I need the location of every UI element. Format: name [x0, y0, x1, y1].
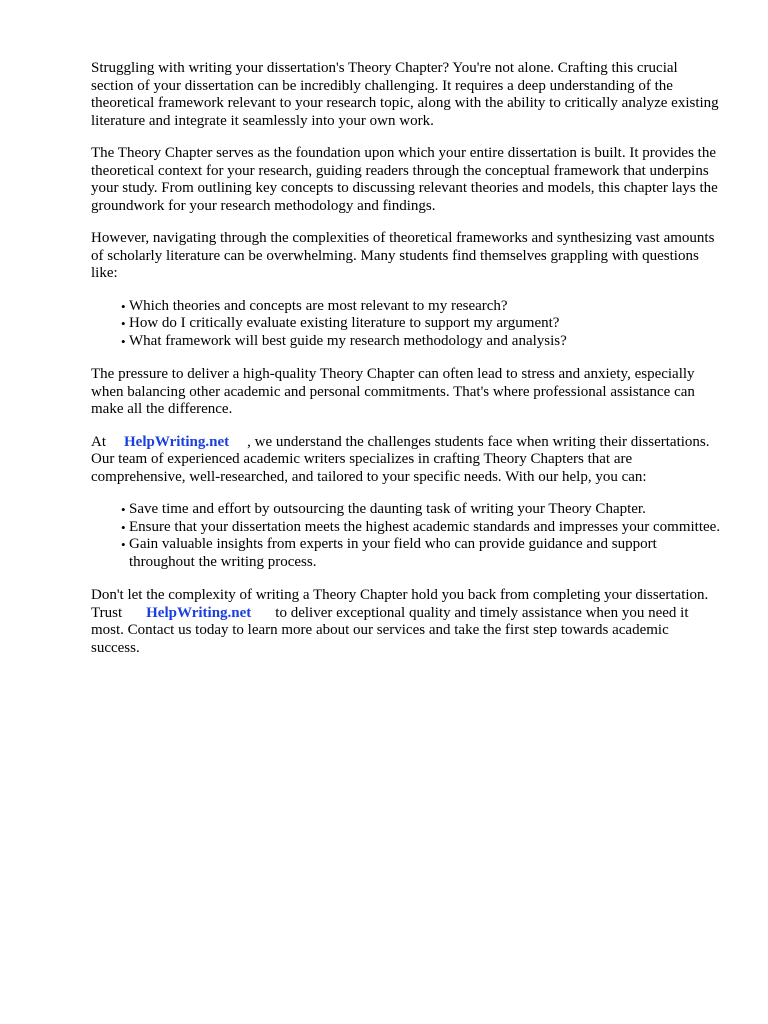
helpwriting-link[interactable]: HelpWriting.net [124, 433, 230, 450]
list-item [121, 298, 721, 316]
closing-paragraph [91, 587, 721, 657]
list-item-text: Save time and effort by outsourcing the daunting task of writing your Theory Chapter. [129, 501, 646, 517]
service-paragraph [91, 434, 721, 487]
challenges-paragraph: However, navigating through the complexities of theoretical frameworks and synthesizing vast amounts of scholarly literature can be overwhelming. Many students find themselves grappling with questions like: [91, 230, 715, 281]
list-item [121, 315, 721, 333]
bullet-icon: • [121, 537, 126, 552]
list-item-text: Which theories and concepts are most relevant to my research? [129, 297, 508, 314]
theory-chapter-paragraph: The Theory Chapter serves as the foundation upon which your entire dissertation is built. It provides the theoretical context for your research, guiding readers through the conceptual framework that underpins your study. From outlining key concepts to discussing relevant theories and models, this chapter lays the groundwork for your research methodology and findings. [91, 145, 718, 214]
list-item [121, 536, 721, 571]
pressure-paragraph: The pressure to deliver a high-quality Theory Chapter can often lead to stress and anxiety, especially when balancing other academic and personal commitments. That's where professional assistance can make all the difference. [91, 366, 695, 417]
list-item [121, 501, 721, 519]
bullet-icon: • [121, 298, 126, 314]
list-item [121, 519, 721, 537]
service-body-text: , we understand the challenges students face when writing their dissertations. Our team of experienced academic writers specializes in crafting Theory Chapters that are comprehensive, well-researched, and tailored to your specific needs. With our help, you can: [91, 433, 710, 485]
list-item [121, 333, 721, 351]
closing-intro-text: Don't let the complexity of writing a Theory Chapter hold you back from completing your dissertation. Trust [91, 587, 709, 621]
helpwriting-link[interactable]: HelpWriting.net [146, 604, 252, 621]
document-body [91, 60, 721, 672]
bullet-icon: • [121, 333, 126, 349]
service-intro-text: At [91, 433, 106, 450]
intro-paragraph: Struggling with writing your dissertation's Theory Chapter? You're not alone. Crafting this crucial section of your dissertation can be incredibly challenging. It requires a deep understanding of the theoretical framework relevant to your research topic, along with the ability to critically analyze existing literature and integrate it seamlessly into your own work. [91, 60, 719, 129]
bullet-icon: • [121, 502, 126, 517]
list-item-text: How do I critically evaluate existing literature to support my argument? [129, 315, 560, 331]
bullet-icon: • [121, 519, 126, 535]
list-item-text: Gain valuable insights from experts in your field who can provide guidance and support throughout the writing process. [129, 536, 657, 570]
bullet-icon: • [121, 316, 126, 331]
closing-body-text: to deliver exceptional quality and timely assistance when you need it most. Contact us today to learn more about our services and take the first step towards academic success. [91, 604, 689, 656]
list-item-text: What framework will best guide my research methodology and analysis? [129, 332, 567, 349]
benefits-list [91, 501, 721, 571]
list-item-text: Ensure that your dissertation meets the highest academic standards and impresses your committee. [129, 518, 721, 535]
questions-list [91, 298, 721, 351]
